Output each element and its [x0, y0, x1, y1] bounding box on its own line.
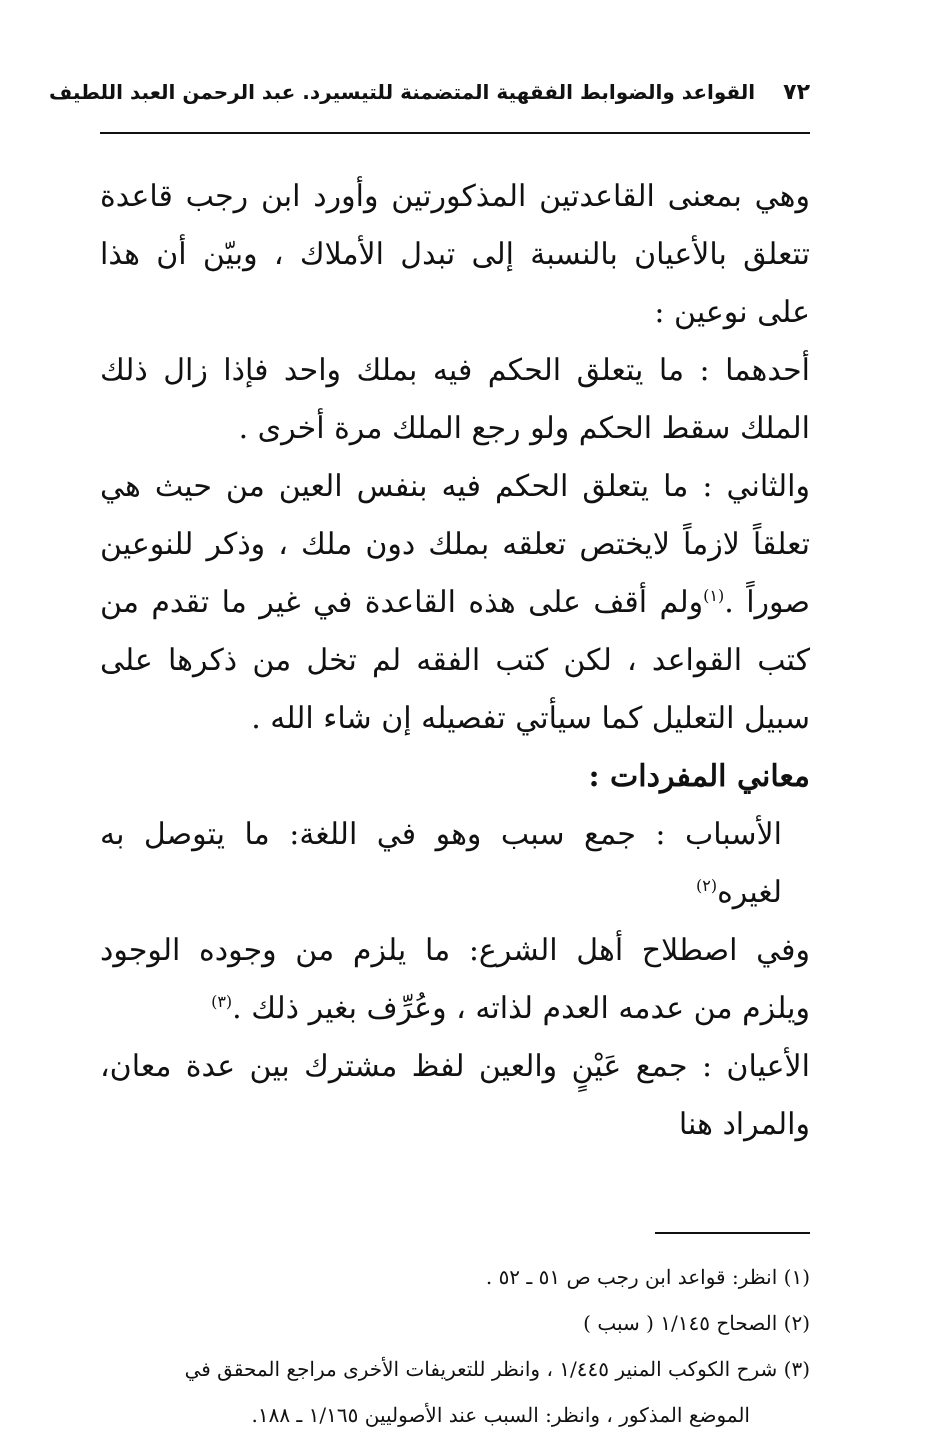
- footnote-ref-3[interactable]: (٣): [211, 992, 233, 1011]
- main-text: [100, 168, 810, 1154]
- page: [49, 80, 811, 1438]
- paragraph-3-part-a: والثاني : ما يتعلق الحكم فيه بنفس العين من حيث هي تعلقاً لازماً لايختص تعلقه بملك دون ملك ، وذكر للنوعين صوراً .: [100, 469, 811, 620]
- footnotes: [100, 1254, 810, 1438]
- paragraph-5: [100, 922, 810, 1038]
- paragraph-3-part-b: ولم أقف على هذه القاعدة في غير ما تقدم من كتب القواعد ، لكن كتب الفقه لم تخل من ذكرها على سبيل التعليل كما سيأتي تفصيله إن شاء الله .: [100, 585, 810, 736]
- paragraph-3: [100, 458, 810, 748]
- paragraph-5-text: وفي اصطلاح أهل الشرع: ما يلزم من وجوده الوجود ويلزم من عدمه العدم لذاته ، وعُرِّف بغير ذلك .: [100, 933, 810, 1026]
- author-name: د. عبد الرحمن العبد اللطيف: [49, 80, 321, 104]
- footnote-divider: [655, 1232, 810, 1234]
- footnote-ref-1[interactable]: (١): [703, 586, 725, 605]
- footnote-3: (٣) شرح الكوكب المنير ١/٤٤٥ ، وانظر للتعريفات الأخرى مراجع المحقق في: [184, 1357, 810, 1381]
- footnote-2: (٢) الصحاح ١/١٤٥ ( سبب ): [583, 1311, 810, 1335]
- running-header: [49, 80, 810, 120]
- book-title: القواعد والضوابط الفقهية المتضمنة للتيسير: [320, 80, 756, 104]
- paragraph-6: الأعيان : جمع عَيْنٍ والعين لفظ مشترك بين عدة معان، والمراد هنا: [100, 1049, 810, 1142]
- paragraph-4-text: الأسباب : جمع سبب وهو في اللغة: ما يتوصل به لغيره: [100, 817, 782, 910]
- paragraph-4: [100, 806, 810, 922]
- footnote-3-continued: الموضع المذكور ، وانظر: السبب عند الأصوليين ١/١٦٥ ـ ١٨٨.: [251, 1403, 750, 1427]
- footnote-1: (١) انظر: قواعد ابن رجب ص ٥١ ـ ٥٢ .: [485, 1265, 810, 1289]
- paragraph-2: أحدهما : ما يتعلق الحكم فيه بملك واحد فإذا زال ذلك الملك سقط الحكم ولو رجع الملك مرة أخرى .: [100, 353, 810, 446]
- page-number: ٧٢: [783, 80, 810, 105]
- header-divider: [100, 132, 810, 134]
- footnote-ref-2[interactable]: (٢): [695, 876, 718, 895]
- section-heading: معاني المفردات :: [588, 759, 810, 794]
- paragraph-1: وهي بمعنى القاعدتين المذكورتين وأورد ابن رجب قاعدة تتعلق بالأعيان بالنسبة إلى تبدل الأملاك ، وبيّن أن هذا على نوعين :: [100, 179, 810, 330]
